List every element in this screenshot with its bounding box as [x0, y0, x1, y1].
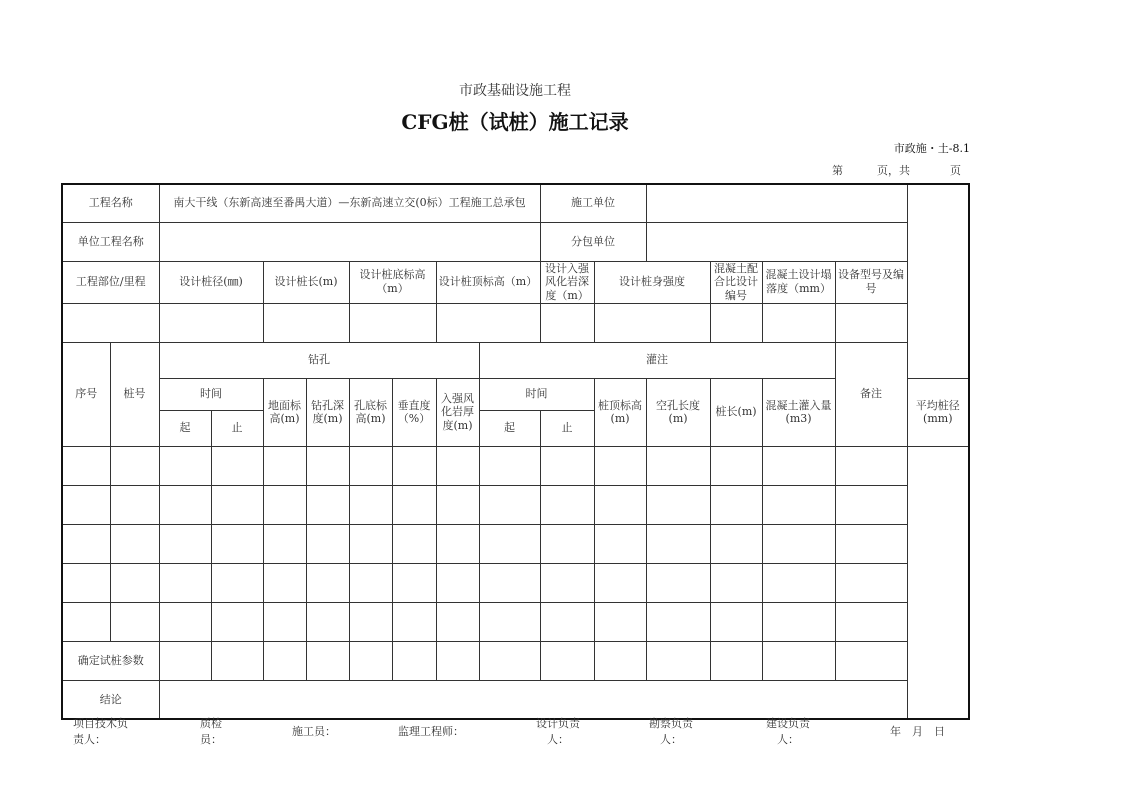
drill-time-header: 时间: [159, 378, 263, 410]
table-row: [62, 563, 969, 602]
data-cell[interactable]: [594, 602, 646, 641]
data-cell[interactable]: [349, 446, 392, 485]
sig-survey-lead: 勘察负责人：: [649, 717, 693, 746]
data-cell[interactable]: [306, 485, 349, 524]
param-cell[interactable]: [159, 641, 211, 680]
construction-unit-label: 施工单位: [540, 184, 646, 222]
drilling-header: 钻孔: [159, 342, 479, 378]
design-value[interactable]: [762, 303, 835, 342]
subcontract-label: 分包单位: [540, 222, 646, 261]
param-cell[interactable]: [479, 641, 540, 680]
data-cell[interactable]: [540, 602, 594, 641]
design-value[interactable]: [349, 303, 436, 342]
subcontract-value[interactable]: [646, 222, 907, 261]
form-code: 市政施・土-8.1: [893, 142, 970, 155]
data-cell[interactable]: [479, 485, 540, 524]
data-cell[interactable]: [62, 446, 110, 485]
project-name-label: 工程名称: [62, 184, 159, 222]
data-cell[interactable]: [392, 524, 436, 563]
data-cell[interactable]: [646, 602, 710, 641]
data-cell[interactable]: [835, 446, 907, 485]
data-cell[interactable]: [211, 485, 263, 524]
rock-thickness-header: 入强风化岩厚度(m): [436, 378, 479, 446]
conclusion-label: 结论: [62, 680, 159, 719]
data-cell[interactable]: [349, 485, 392, 524]
data-cell[interactable]: [436, 563, 479, 602]
form-title: CFG桩（试桩）施工记录: [401, 110, 629, 134]
design-value[interactable]: [436, 303, 540, 342]
sig-date: 年 月 日: [890, 725, 945, 738]
data-cell[interactable]: [479, 563, 540, 602]
data-cell[interactable]: [646, 563, 710, 602]
unit-project-label: 单位工程名称: [62, 222, 159, 261]
param-cell[interactable]: [710, 641, 762, 680]
table-row: [62, 485, 969, 524]
param-cell[interactable]: [349, 641, 392, 680]
data-cell[interactable]: [263, 563, 306, 602]
param-cell[interactable]: [392, 641, 436, 680]
table-row: [62, 446, 969, 485]
data-cell[interactable]: [436, 446, 479, 485]
data-cell[interactable]: [211, 602, 263, 641]
drill-end-header: 止: [211, 410, 263, 446]
data-cell[interactable]: [211, 446, 263, 485]
construction-unit-value[interactable]: [646, 184, 907, 222]
data-cell[interactable]: [540, 485, 594, 524]
remarks-header: 备注: [835, 342, 907, 446]
data-cell[interactable]: [62, 485, 110, 524]
unit-project-value[interactable]: [159, 222, 540, 261]
grout-start-header: 起: [479, 410, 540, 446]
verticality-header: 垂直度（%）: [392, 378, 436, 446]
design-header: 设计桩身强度: [594, 261, 710, 303]
hole-bottom-header: 孔底标高(m): [349, 378, 392, 446]
data-cell[interactable]: [835, 602, 907, 641]
design-value[interactable]: [540, 303, 594, 342]
param-cell[interactable]: [263, 641, 306, 680]
data-cell[interactable]: [436, 524, 479, 563]
data-cell[interactable]: [263, 602, 306, 641]
data-cell[interactable]: [62, 602, 110, 641]
param-cell[interactable]: [306, 641, 349, 680]
data-cell[interactable]: [479, 446, 540, 485]
drill-depth-header: 钻孔深度(m): [306, 378, 349, 446]
data-cell[interactable]: [306, 602, 349, 641]
data-cell[interactable]: [349, 524, 392, 563]
param-cell[interactable]: [646, 641, 710, 680]
data-cell[interactable]: [263, 446, 306, 485]
project-name-value[interactable]: 南大干线（东新高速至番禺大道）—东新高速立交(0标）工程施工总承包: [159, 184, 540, 222]
conclusion-value[interactable]: [159, 680, 907, 719]
part-mileage-label: 工程部位/里程: [62, 261, 159, 303]
design-value[interactable]: [594, 303, 710, 342]
data-cell[interactable]: [646, 485, 710, 524]
data-cell[interactable]: [762, 563, 835, 602]
data-cell[interactable]: [62, 563, 110, 602]
data-cell[interactable]: [392, 602, 436, 641]
sig-builder: 施工员：: [292, 725, 336, 738]
data-cell[interactable]: [710, 524, 762, 563]
construction-record-table: [61, 183, 970, 720]
data-cell[interactable]: [762, 524, 835, 563]
data-cell[interactable]: [110, 485, 159, 524]
design-header: 混凝土设计塌落度（mm）: [762, 261, 835, 303]
table-row: [62, 602, 969, 641]
data-cell[interactable]: [710, 602, 762, 641]
data-cell[interactable]: [62, 524, 110, 563]
data-cell[interactable]: [710, 485, 762, 524]
pile-no-header: 桩号: [110, 342, 159, 446]
design-header: 设备型号及编号: [835, 261, 907, 303]
drill-start-header: 起: [159, 410, 211, 446]
grout-end-header: 止: [540, 410, 594, 446]
part-mileage-value[interactable]: [62, 303, 159, 342]
data-cell[interactable]: [159, 524, 211, 563]
page-ye2-label: 页: [950, 164, 961, 177]
table-row: [62, 524, 969, 563]
ground-elev-header: 地面标高(m): [263, 378, 306, 446]
param-cell[interactable]: [436, 641, 479, 680]
data-cell[interactable]: [436, 602, 479, 641]
data-cell[interactable]: [159, 485, 211, 524]
data-cell[interactable]: [110, 446, 159, 485]
data-cell[interactable]: [306, 524, 349, 563]
data-cell[interactable]: [110, 524, 159, 563]
data-cell[interactable]: [349, 563, 392, 602]
data-cell[interactable]: [110, 563, 159, 602]
param-cell[interactable]: [211, 641, 263, 680]
data-cell[interactable]: [594, 485, 646, 524]
data-cell[interactable]: [594, 446, 646, 485]
design-header: 设计桩长(m): [263, 261, 349, 303]
data-cell[interactable]: [762, 446, 835, 485]
data-cell[interactable]: [540, 563, 594, 602]
data-cell[interactable]: [263, 524, 306, 563]
data-cell[interactable]: [306, 563, 349, 602]
top-elev-header: 桩顶标高(m): [594, 378, 646, 446]
grouting-header: 灌注: [479, 342, 835, 378]
form-subtitle: 市政基础设施工程: [459, 83, 571, 99]
sig-tech-lead: 项目技术负责人：: [73, 717, 128, 746]
sig-qc: 质检员：: [200, 717, 222, 746]
page-ye-label: 页，共: [877, 164, 910, 177]
param-cell[interactable]: [835, 641, 907, 680]
design-value[interactable]: [263, 303, 349, 342]
data-cell[interactable]: [263, 485, 306, 524]
data-cell[interactable]: [349, 602, 392, 641]
concrete-volume-header: 混凝土灌入量(m3): [762, 378, 835, 446]
sig-design-lead: 设计负责人：: [536, 717, 580, 746]
data-cell[interactable]: [159, 563, 211, 602]
design-value[interactable]: [710, 303, 762, 342]
design-header: 设计桩径(㎜): [159, 261, 263, 303]
design-value[interactable]: [835, 303, 907, 342]
data-cell[interactable]: [540, 524, 594, 563]
sig-owner-lead: 建设负责人：: [766, 717, 810, 746]
param-cell[interactable]: [540, 641, 594, 680]
sig-supervisor: 监理工程师：: [398, 725, 464, 738]
trial-params-label: 确定试桩参数: [62, 641, 159, 680]
design-header: 设计入强风化岩深度（m）: [540, 261, 594, 303]
grout-time-header: 时间: [479, 378, 594, 410]
data-cell[interactable]: [479, 602, 540, 641]
data-cell[interactable]: [436, 485, 479, 524]
data-cell[interactable]: [306, 446, 349, 485]
data-cell[interactable]: [392, 446, 436, 485]
data-cell[interactable]: [392, 485, 436, 524]
data-cell[interactable]: [835, 563, 907, 602]
data-cell[interactable]: [540, 446, 594, 485]
page-di-label: 第: [832, 164, 843, 177]
data-cell[interactable]: [159, 446, 211, 485]
param-cell[interactable]: [762, 641, 835, 680]
design-header: 混凝土配合比设计编号: [710, 261, 762, 303]
param-cell[interactable]: [594, 641, 646, 680]
data-cell[interactable]: [710, 563, 762, 602]
data-cell[interactable]: [211, 524, 263, 563]
data-cell[interactable]: [710, 446, 762, 485]
data-cell[interactable]: [646, 446, 710, 485]
empty-length-header: 空孔长度(m): [646, 378, 710, 446]
seq-header: 序号: [62, 342, 110, 446]
data-cell[interactable]: [835, 485, 907, 524]
design-header: 设计桩底标高（m）: [349, 261, 436, 303]
data-cell[interactable]: [646, 524, 710, 563]
data-cell[interactable]: [762, 485, 835, 524]
data-cell[interactable]: [479, 524, 540, 563]
design-header: 设计桩顶标高（m）: [436, 261, 540, 303]
data-cell[interactable]: [835, 524, 907, 563]
data-cell[interactable]: [594, 563, 646, 602]
page-info: [832, 162, 961, 178]
data-cell[interactable]: [392, 563, 436, 602]
data-cell[interactable]: [211, 563, 263, 602]
avg-diameter-header: 平均桩径(mm): [907, 378, 969, 446]
pile-length-header: 桩长(m): [710, 378, 762, 446]
data-cell[interactable]: [159, 602, 211, 641]
data-cell[interactable]: [110, 602, 159, 641]
data-cell[interactable]: [594, 524, 646, 563]
design-value[interactable]: [159, 303, 263, 342]
data-cell[interactable]: [762, 602, 835, 641]
